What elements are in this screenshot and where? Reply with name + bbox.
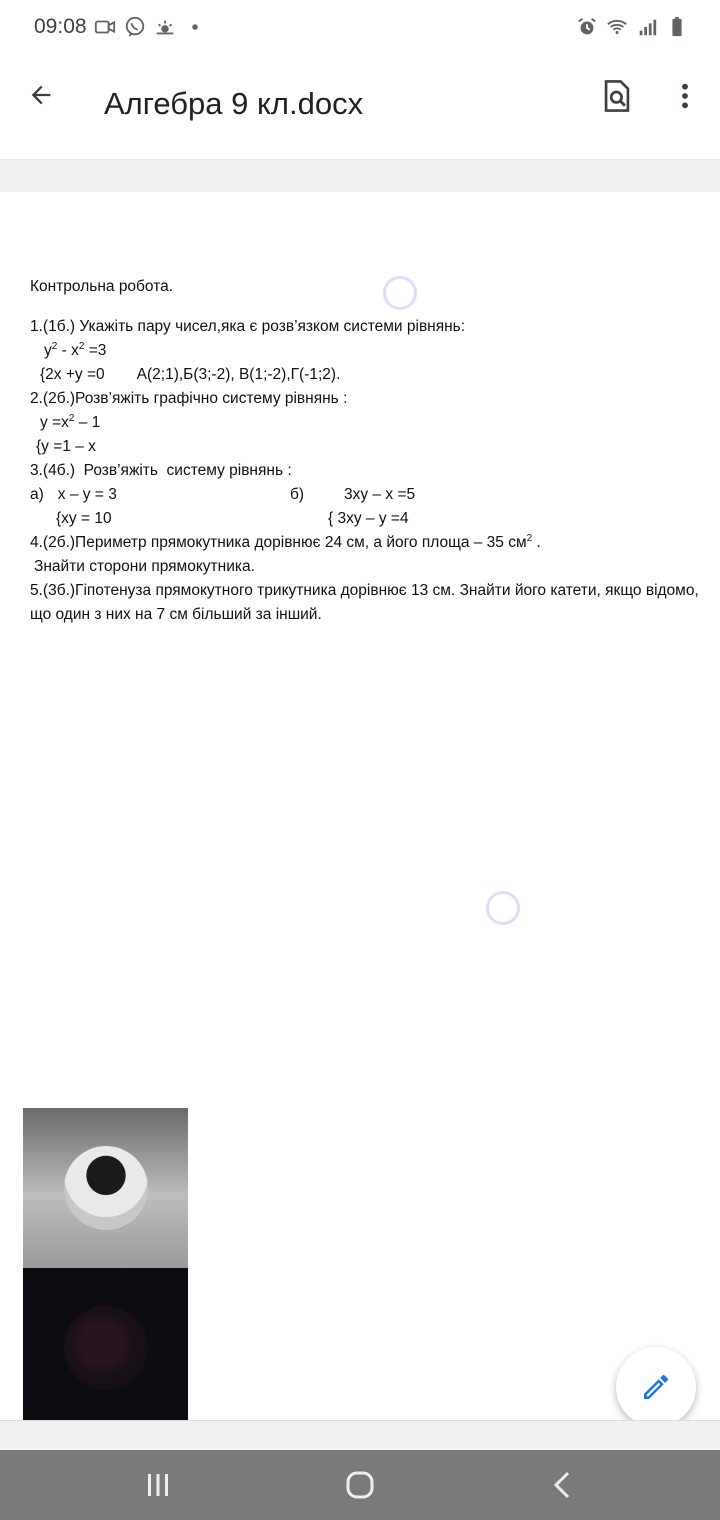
recent-apps-icon <box>144 1472 172 1498</box>
q3-row-1: а) x – y = 3 б) 3xy – x =5 <box>30 486 416 503</box>
arrow-back-icon <box>27 81 55 109</box>
more-options-button[interactable] <box>664 74 706 118</box>
document-body <box>30 275 714 627</box>
q1-text: 1.(1б.) Укажіть пару чисел,яка є розв’язком системи рівнянь: <box>30 318 466 335</box>
call-participant-1[interactable] <box>23 1108 188 1268</box>
battery-icon <box>666 16 688 38</box>
document-title: Алгебра 9 кл.docx <box>104 86 364 121</box>
app-bar <box>0 56 720 160</box>
q2-equation-2: {y =1 – x <box>36 438 96 455</box>
avatar <box>64 1306 148 1390</box>
home-icon <box>345 1470 375 1500</box>
document-search-icon <box>602 79 632 113</box>
loading-indicator <box>383 276 417 310</box>
home-button[interactable] <box>330 1460 390 1510</box>
q2-text: 2.(2б.)Розв’яжіть графічно систему рівнянь : <box>30 390 348 407</box>
doc-heading: Контрольна робота. <box>30 278 174 295</box>
signal-icon <box>636 16 658 38</box>
q3-a-equation-1: x – y = 3 <box>57 486 117 503</box>
q3-text: 3.(4б.) Розв’яжіть систему рівнянь : <box>30 462 292 479</box>
video-call-icon <box>94 16 116 38</box>
q2-equation-1: $y =x^2 - 1$ <box>40 413 101 431</box>
preview-button[interactable] <box>596 74 638 118</box>
more-vert-icon <box>680 82 690 110</box>
status-icons-right <box>576 16 688 38</box>
page-gap <box>0 160 720 192</box>
q3-row-2 <box>30 507 714 531</box>
edit-fab-button[interactable] <box>616 1347 696 1427</box>
q4-text: 4.(2б.)Периметр прямокутника дорівнює 24 см, а його площа – 35 $см^2$ . <box>30 533 541 551</box>
q4-text-2: Знайти сторони прямокутника. <box>34 558 255 575</box>
avatar <box>64 1146 148 1230</box>
back-icon <box>551 1470 573 1500</box>
call-participant-2[interactable] <box>23 1268 188 1428</box>
q1-equation-2: {2x +y =0 А(2;1),Б(3;-2), В(1;-2),Г(-1;2). <box>40 366 341 383</box>
wifi-icon <box>606 16 628 38</box>
status-bar <box>0 0 720 56</box>
q1-options: А(2;1),Б(3;-2), В(1;-2),Г(-1;2). <box>136 366 341 383</box>
video-call-overlay[interactable] <box>23 1108 188 1428</box>
q5-text: 5.(3б.)Гіпотенуза прямокутного трикутника дорівнює 13 см. Знайти його катети, якщо відомо, що один з них на 7 см більший за інший. <box>30 582 699 623</box>
bottom-strip <box>0 1420 720 1450</box>
q3-a-equation-2: {xy = 10 <box>56 510 112 527</box>
back-button[interactable] <box>20 74 62 116</box>
status-time: 09:08 <box>34 15 87 38</box>
system-nav-bar <box>0 1450 720 1520</box>
status-icons-left <box>94 16 206 38</box>
dot-icon <box>184 16 206 38</box>
q1-equation-1: $y^2 - x^2 =3$ <box>44 341 107 359</box>
viber-icon <box>124 16 146 38</box>
loading-indicator <box>486 891 520 925</box>
alarm-icon <box>576 16 598 38</box>
edit-pencil-icon <box>640 1371 672 1403</box>
recent-apps-button[interactable] <box>128 1460 188 1510</box>
weather-icon <box>154 16 176 38</box>
q3-b-equation-2: { 3xy – y =4 <box>328 510 409 527</box>
q3-b-equation-1: 3xy – x =5 <box>344 486 416 503</box>
system-back-button[interactable] <box>532 1460 592 1510</box>
